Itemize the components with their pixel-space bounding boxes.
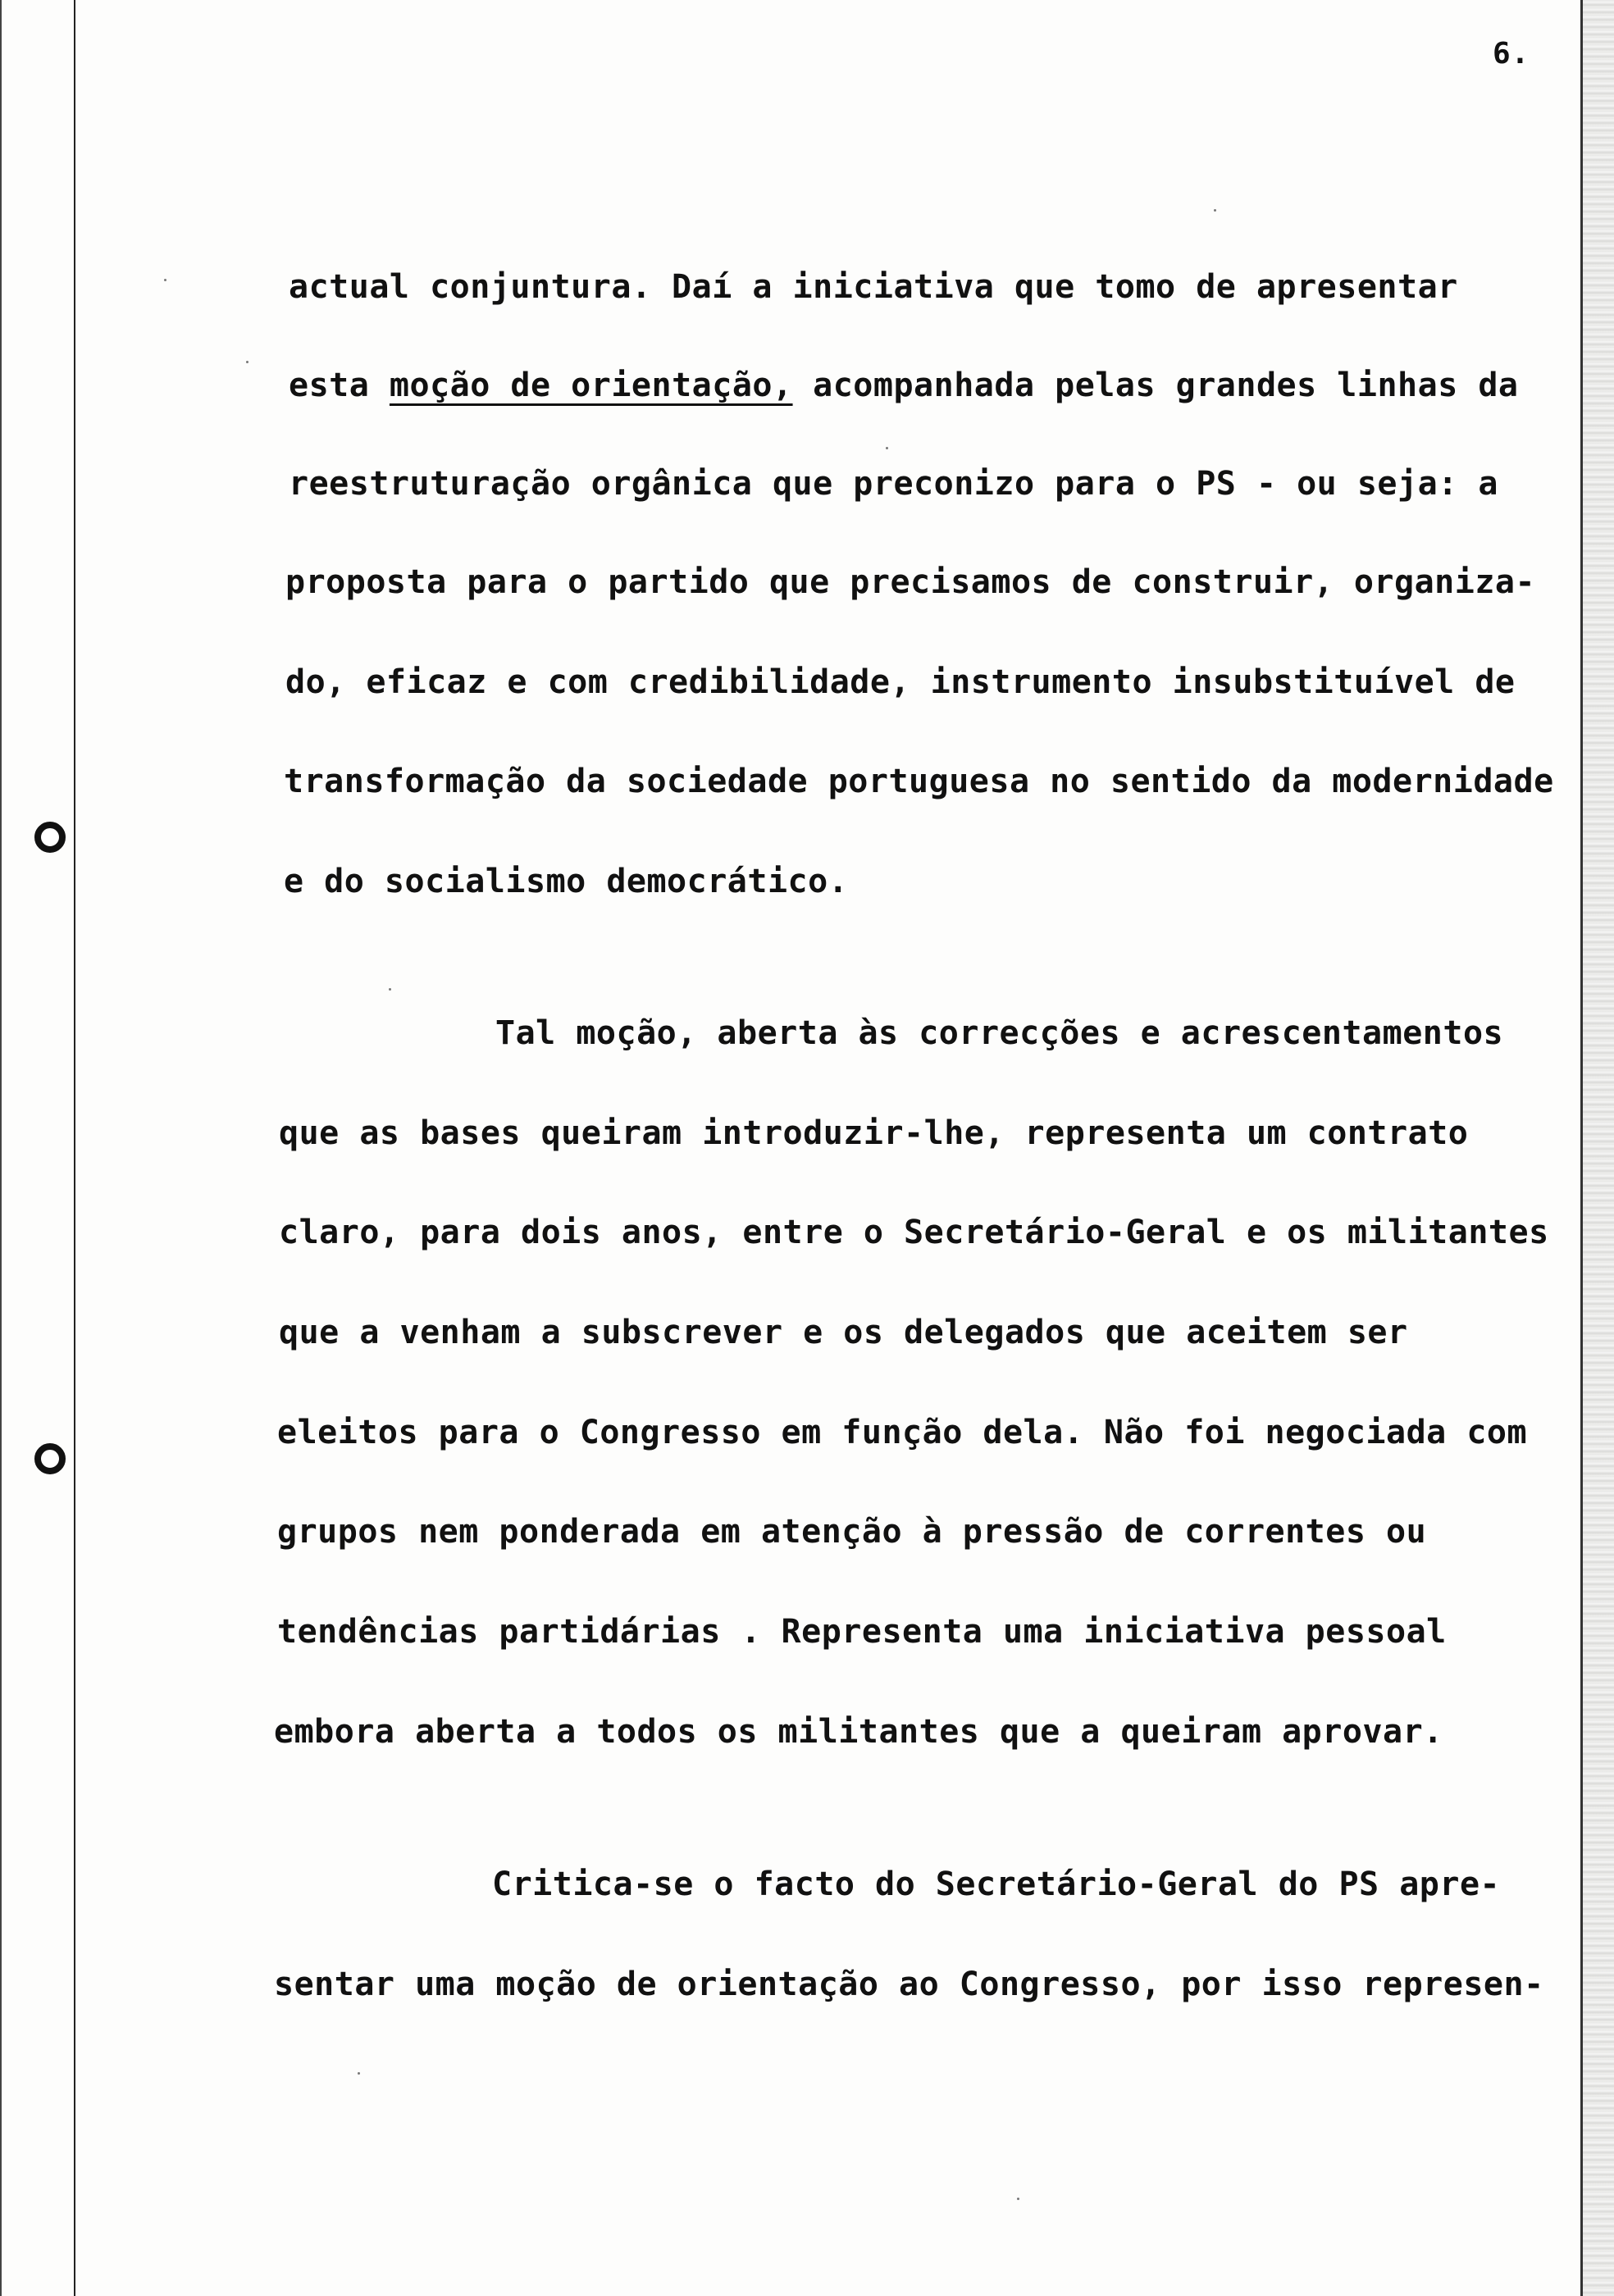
text-span: eleitos para o Congresso em função dela. Não foi negociada com	[277, 1414, 1528, 1451]
text-span: proposta para o partido que precisamos de construir, organiza-	[285, 563, 1536, 601]
text-line	[277, 1613, 1447, 1651]
text-span: Tal moção, aberta às correcções e acrescentamentos	[495, 1014, 1504, 1052]
text-line	[274, 1713, 1443, 1751]
text-span: do, eficaz e com credibilidade, instrumento insubstituível de	[285, 663, 1516, 701]
text-line	[495, 1014, 1504, 1052]
underlined-phrase: moção de orientação,	[389, 367, 793, 404]
scan-speck	[164, 279, 166, 281]
scan-speck	[1017, 2198, 1019, 2200]
text-span: esta	[289, 367, 390, 404]
page-number: 6.	[1493, 37, 1530, 71]
text-line	[289, 465, 1498, 503]
text-span: embora aberta a todos os militantes que a queiram aprovar.	[274, 1713, 1443, 1751]
text-span: reestruturação orgânica que preconizo para o PS - ou seja: a	[289, 465, 1498, 503]
text-line	[284, 865, 848, 898]
text-line	[279, 1216, 1549, 1249]
page-margin-line	[74, 0, 75, 2296]
text-line	[277, 1513, 1427, 1551]
text-span: grupos nem ponderada em atenção à pressão de correntes ou	[277, 1513, 1427, 1551]
text-span: e do socialismo democrático.	[284, 863, 849, 900]
punch-hole	[34, 1443, 66, 1474]
text-line	[289, 369, 1519, 402]
scan-speck	[358, 2072, 360, 2075]
text-line	[289, 268, 1458, 306]
text-span: acompanhada pelas grandes linhas da	[792, 367, 1519, 404]
page-right-edge	[1580, 0, 1614, 2296]
text-line	[285, 563, 1536, 601]
scan-speck	[886, 447, 888, 449]
scan-speck	[389, 988, 391, 991]
text-span: claro, para dois anos, entre o Secretário-Geral e os militantes	[279, 1214, 1549, 1251]
text-line	[285, 663, 1516, 701]
text-span: actual conjuntura. Daí a iniciativa que tomo de apresentar	[289, 268, 1458, 306]
scan-speck	[1214, 209, 1216, 212]
text-span: Critica-se o facto do Secretário-Geral do PS apre-	[492, 1866, 1501, 1903]
text-span: sentar uma moção de orientação ao Congresso, por isso represen-	[274, 1966, 1544, 2003]
text-line	[279, 1316, 1408, 1349]
text-line	[274, 1968, 1544, 2001]
punch-hole	[34, 822, 66, 853]
text-line	[284, 765, 1554, 798]
text-span: tendências partidárias . Representa uma iniciativa pessoal	[277, 1613, 1447, 1651]
page-left-edge	[0, 0, 2, 2296]
text-line	[279, 1114, 1469, 1152]
text-line	[492, 1868, 1500, 1901]
text-line	[277, 1416, 1527, 1449]
text-span: que a venham a subscrever e os delegados que aceitem ser	[279, 1314, 1408, 1351]
scan-speck	[246, 361, 248, 363]
text-span: que as bases queiram introduzir-lhe, representa um contrato	[279, 1114, 1469, 1152]
text-span: transformação da sociedade portuguesa no sentido da modernidade	[284, 763, 1554, 800]
